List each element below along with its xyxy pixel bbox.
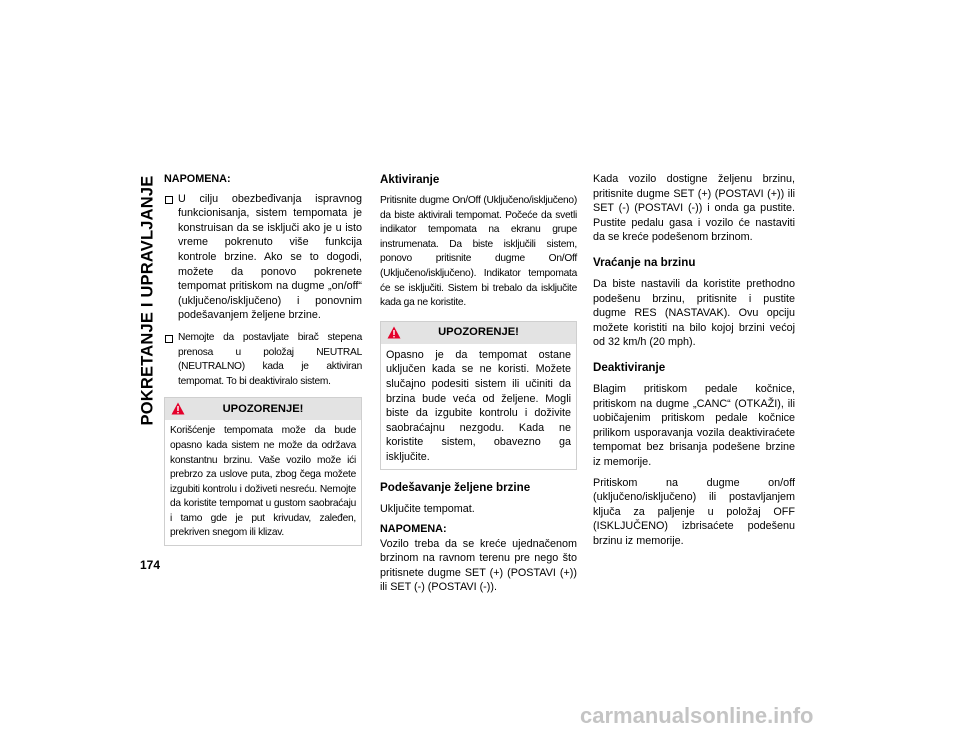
warning-box [380,321,577,470]
paragraph: Pritisnite dugme On/Off (Uključeno/isključeno) da biste aktivirali tempomat. Počeće da svetli indikator tempomata na ekranu grupe instrumenata. Da biste isključili sistem, ponovo pritisnite dugme On/Off (Uključeno/isključeno). Indikator tempomata će se isključiti. Sistem bi trebalo da isključite kada ga ne koristite. [380,195,577,309]
section-heading: Vraćanje na brzinu [593,255,696,269]
section-heading: Podešavanje željene brzine [380,480,531,494]
warning-title: UPOZORENJE! [222,403,304,416]
paragraph: Uključite tempomat. [380,502,475,515]
page-number: 174 [140,558,161,572]
checkbox-bullet-icon [165,335,173,343]
section-title: POKRETANJE I UPRAVLJANJE [138,175,157,425]
column-3 [593,172,795,548]
list-item-text: U cilju obezbeđivanja ispravnog funkcionisanja, sistem tempomata je konstruisan da se isključi ako je u isto vreme pokrenuto više funkcija kontrole brzine. Ako se to dogodi, možete da ponovo pokrenete tempomat pritiskom na dugme „on/off“ (uključeno/isključeno) i ponovnim podešavanjem željene brzine. [178,192,362,322]
note-label: NAPOMENA: [164,173,231,185]
warning-box [164,397,362,546]
column-1 [164,172,362,546]
section-heading: Aktiviranje [380,173,440,186]
section-heading: Deaktiviranje [593,360,666,374]
note-label: NAPOMENA: [380,523,447,536]
paragraph: Pritiskom na dugme on/off (uključeno/isključeno) ili postavljanjem ključa za paljenje u položaj OFF (ISKLJUČENO) izbrisaćete podešenu brzinu iz memorije. [593,476,795,547]
paragraph: Kada vozilo dostigne željenu brzinu, pritisnite dugme SET (+) (POSTAVI (+)) ili SET (-) (POSTAVI (-)) i onda ga pustite. Pustite pedalu gasa i vozilo će nastaviti da se kreće podešenom brzinom. [593,173,795,244]
list-item-text: Nemojte da postavljate birač stepena prenosa u položaj NEUTRAL (NEUTRALNO) kada je aktiviran tempomat. To bi deaktiviralo sistem. [178,331,362,387]
list-item [164,331,362,389]
warning-text: Opasno je da tempomat ostane uključen kada se ne koristi. Možete slučajno podesiti sistem ili učiniti da brzina bude veća od željene. Mogli biste da izgubite kontrolu i doživite saobraćajnu nezgodu. Kada ne koristite sistem, obavezno ga isključite. [386,348,571,463]
warning-header [165,398,361,420]
paragraph: Blagim pritiskom pedale kočnice, pritiskom na dugme „CANC“ (OTKAŽI), ili uobičajenim pritiskom pedale kočnice prilikom usporavanja vozila deaktiviraćete tempomat bez brisanja podešene brzine iz memorije. [593,382,795,468]
watermark: carmanualsonline.info [580,703,814,728]
paragraph: Da biste nastavili da koristite prethodno podešenu brzinu, pritisnite i pustite dugme RES (NASTAVAK). Ovu opciju možete koristiti na bilo kojoj brzini većoj od 32 km/h (20 mph). [593,277,795,349]
warning-title: UPOZORENJE! [438,326,519,339]
note-text: Vozilo treba da se kreće ujednačenom brzinom na ravnom terenu pre nego što pritisnete dugme SET (+) (POSTAVI (+)) ili SET (-) (POSTAVI (-)). [380,537,577,594]
warning-triangle-icon [387,326,401,339]
warning-text: Korišćenje tempomata može da bude opasno kada sistem ne može da održava konstantnu brzinu. Vaše vozilo može ići prebrzo za uslove puta, zbog čega možete izgubiti kontrolu i doživeti nesreću. Nemojte da koristite tempomat u gustom saobraćaju i tamo gde je put krivudav, zaleđen, prekriven snegom ili klizav. [170,425,356,539]
warning-header [381,322,576,344]
column-2 [380,172,577,595]
section-side-tab [136,172,160,428]
list-item [164,192,362,323]
checkbox-bullet-icon [165,196,173,204]
warning-triangle-icon [171,402,185,415]
